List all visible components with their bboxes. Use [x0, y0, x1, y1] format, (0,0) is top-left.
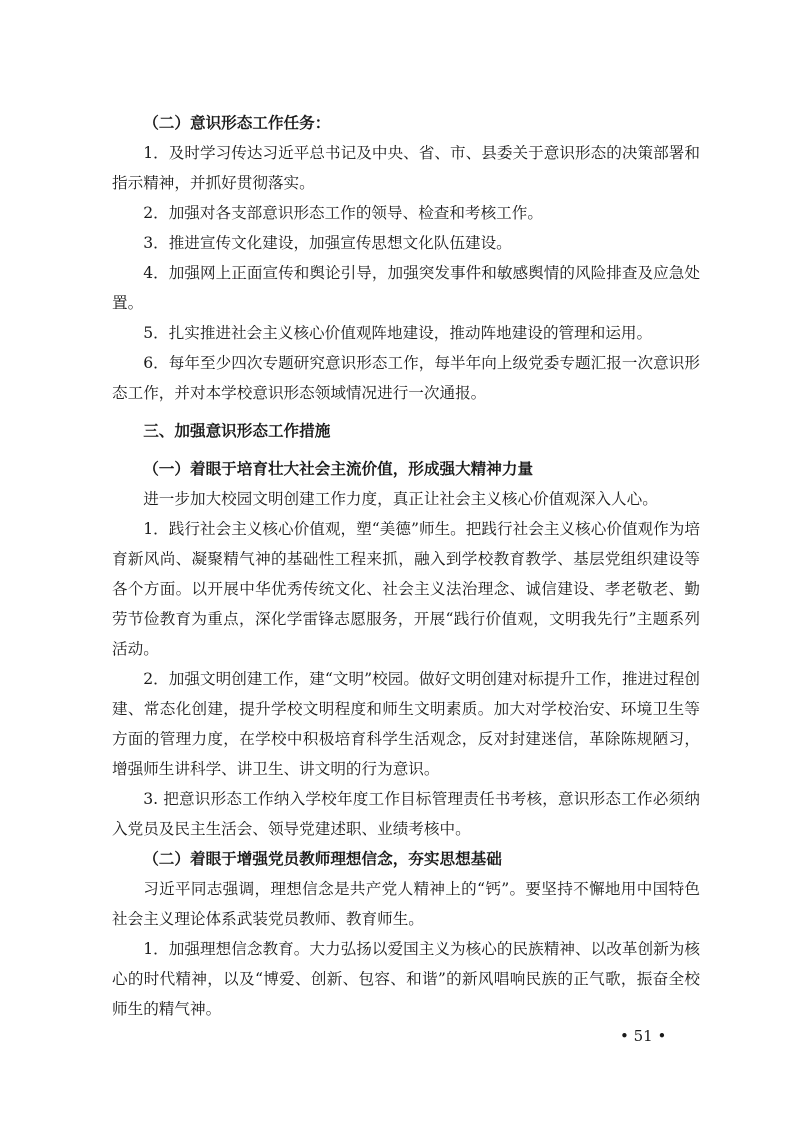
- paragraph: 5．扎实推进社会主义核心价值观阵地建设，推动阵地建设的管理和运用。: [143, 324, 653, 342]
- paragraph: 2．加强文明创建工作，建“文明”校园。做好文明创建对标提升工作，推进过程创建、常态化创建，提升学校文明程度和师生文明素质。加大对学校治安、环境卫生等方面的管理力度，在学校中积极培育科学生活观念，反对封建迷信，革除陈规陋习，增强师生讲科学、讲卫生、讲文明的行为意识。: [112, 670, 700, 778]
- paragraph: 3．推进宣传文化建设，加强宣传思想文化队伍建设。: [143, 234, 512, 252]
- section-heading-measures: 三、加强意识形态工作措施: [143, 421, 331, 440]
- subsection-heading-ideals: （二）着眼于增强党员教师理想信念，夯实思想基础: [143, 849, 502, 868]
- subsection-heading-values: （一）着眼于培育壮大社会主流价值，形成强大精神力量: [143, 459, 534, 478]
- paragraph: 习近平同志强调，理想信念是共产党人精神上的“钙”。要坚持不懈地用中国特色社会主义理论体系武装党员教师、教育师生。: [112, 880, 700, 928]
- paragraph: 2．加强对各支部意识形态工作的领导、检查和考核工作。: [143, 204, 543, 222]
- section-heading-tasks: （二）意识形态工作任务：: [143, 113, 331, 132]
- paragraph: 3. 把意识形态工作纳入学校年度工作目标管理责任书考核，意识形态工作必须纳入党员及民主生活会、领导党建述职、业绩考核中。: [112, 790, 700, 838]
- paragraph: 6．每年至少四次专题研究意识形态工作，每半年向上级党委专题汇报一次意识形态工作，并对本学校意识形态领域情况进行一次通报。: [112, 354, 700, 402]
- paragraph: 1．及时学习传达习近平总书记及中央、省、市、县委关于意识形态的决策部署和指示精神，并抓好贯彻落实。: [112, 144, 700, 192]
- paragraph: 1．践行社会主义核心价值观，塑“美德”师生。把践行社会主义核心价值观作为培育新风尚、凝聚精气神的基础性工程来抓，融入到学校教育教学、基层党组织建设等各个方面。以开展中华优秀传统文化、社会主义法治理念、诚信建设、孝老敬老、勤劳节俭教育为重点，深化学雷锋志愿服务，开展“践行价值观，文明我先行”主题系列活动。: [112, 520, 700, 658]
- paragraph: 4．加强网上正面宣传和舆论引导，加强突发事件和敏感舆情的风险排查及应急处置。: [112, 264, 700, 312]
- paragraph: 1．加强理想信念教育。大力弘扬以爱国主义为核心的民族精神、以改革创新为核心的时代精神，以及“博爱、创新、包容、和谐”的新风唱响民族的正气歌，振奋全校师生的精气神。: [112, 940, 700, 1018]
- document-page: [112, 108, 700, 1024]
- paragraph: 进一步加大校园文明创建工作力度，真正让社会主义核心价值观深入人心。: [143, 490, 658, 508]
- page-number: • 51 •: [620, 1027, 667, 1045]
